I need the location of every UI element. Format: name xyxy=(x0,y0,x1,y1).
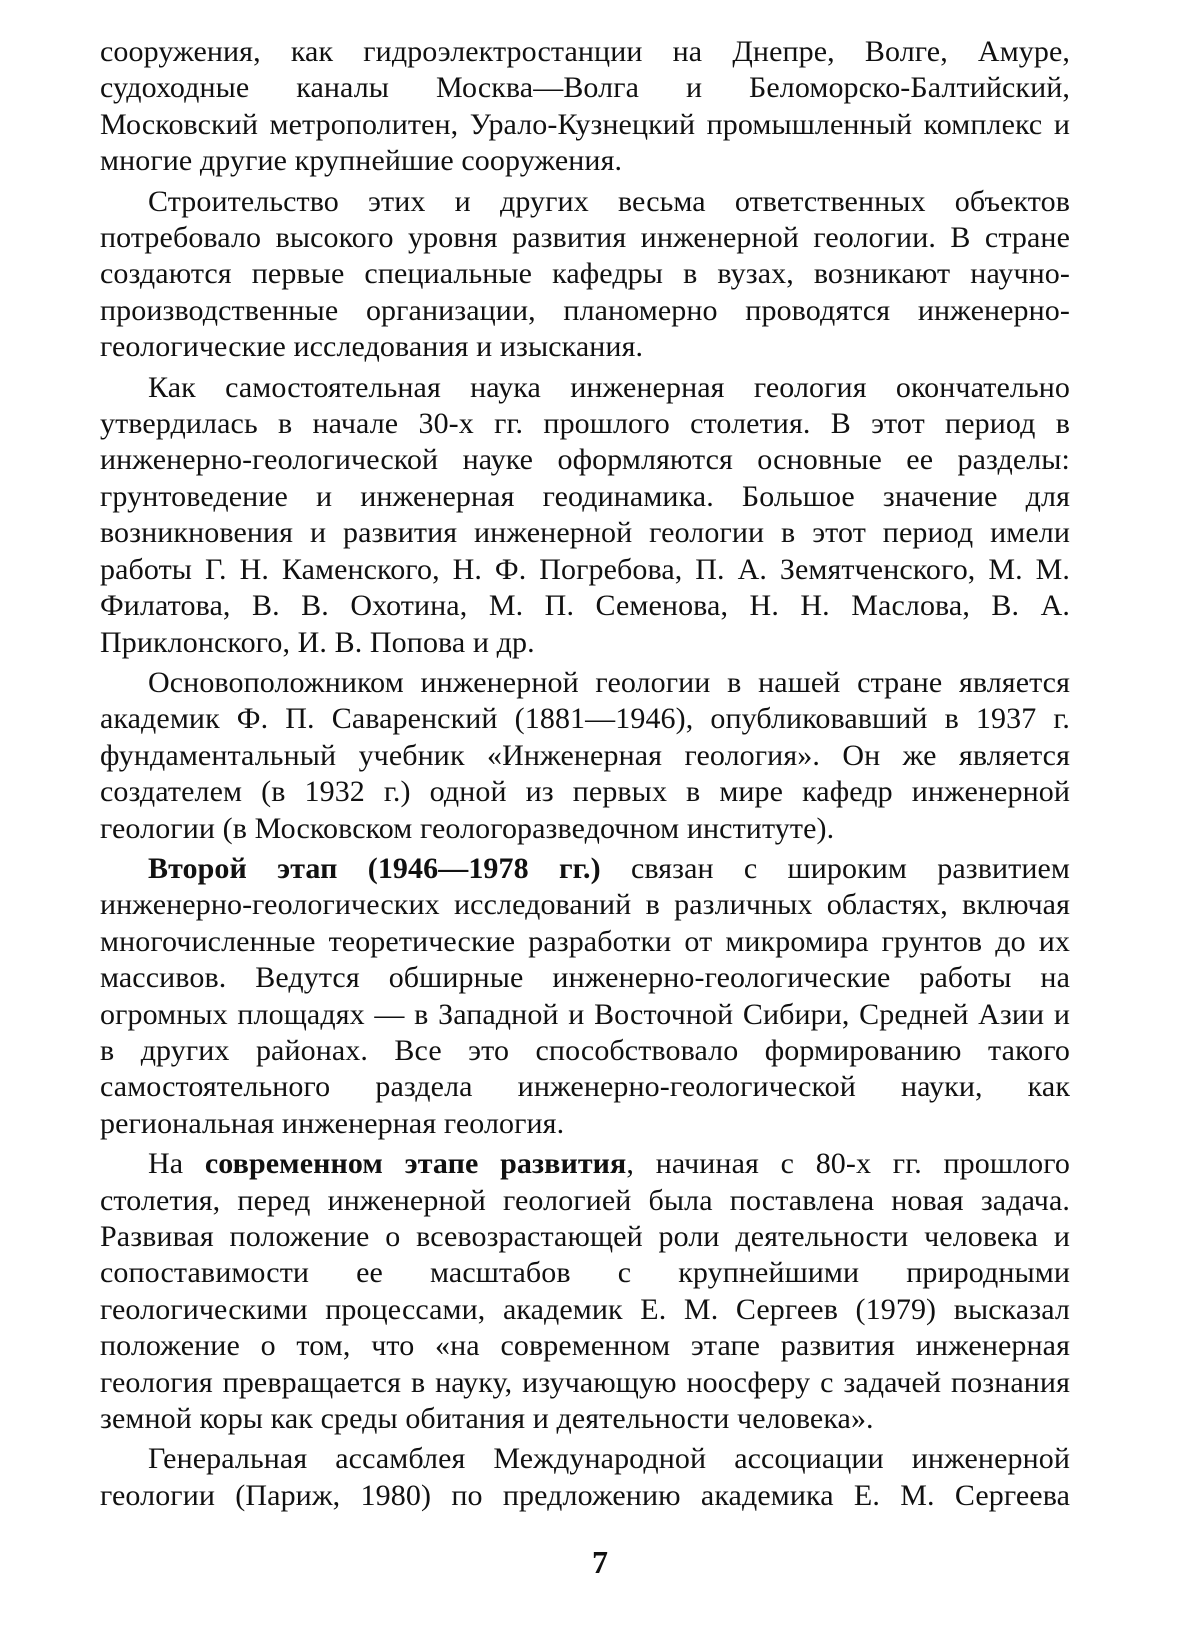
paragraph-construction xyxy=(100,184,1070,366)
paragraph-text: связан с широким развитием инженерно-геологических исследований в различных областях, включая многочисленные теоретические разработки от микромира грунтов до их массивов. Ведутся обширные инженерно-геологические работы на огромных площадях — в Западной и Восточной Сибири, Средней Азии и в других районах. Все это способствовало формированию такого самостоятельного раздела инженерно-геологической науки, как региональная инженерная геология. xyxy=(100,851,1070,1140)
paragraph-general-assembly xyxy=(100,1441,1070,1514)
paragraph-text: Строительство этих и других весьма ответственных объектов потребовало высокого уровня развития инженерной геологии. В стране создаются первые специальные кафедры в вузах, возникают научно-производственные организации, планомерно проводятся инженерно-геологические исследования и изыскания. xyxy=(100,184,1070,364)
paragraph-independent-science xyxy=(100,370,1070,661)
paragraph-text: Как самостоятельная наука инженерная геология окончательно утвердилась в начале 30-х гг. прошлого столетия. В этот период в инженерно-геологической науке оформляются основные ее разделы: грунтоведение и инженерная геодинамика. Большое значение для возникновения и развития инженерной геологии в этот период имели работы Г. Н. Каменского, Н. Ф. Погребова, П. А. Земятченского, М. М. Филатова, В. В. Охотина, М. П. Семенова, Н. Н. Маслова, В. А. Приклонского, И. В. Попова и др. xyxy=(100,370,1070,659)
paragraph-text: На xyxy=(148,1147,205,1181)
paragraph-heading-bold: Второй этап (1946—1978 гг.) xyxy=(148,851,601,885)
paragraph-text: , начиная с 80-х гг. прошлого столетия, перед инженерной геологией была поставлена новая задача. Развивая положение о всевозрастающей роли деятельности человека и сопоставимости ее масштабов с крупнейшими природными геологическими процессами, академик Е. М. Сергеев (1979) высказал положение о том, что «на современном этапе развития инженерная геология превращается в науку, изучающую ноосферу с задачей познания земной коры как среды обитания и деятельности человека». xyxy=(100,1147,1070,1436)
paragraph-heading-bold: современном этапе развития xyxy=(204,1147,627,1181)
paragraph-continuation xyxy=(100,34,1070,180)
page-number: 7 xyxy=(592,1544,608,1580)
paragraph-modern-stage xyxy=(100,1146,1070,1437)
paragraph-second-stage xyxy=(100,851,1070,1142)
paragraph-text: Основоположником инженерной геологии в нашей стране является академик Ф. П. Саваренский (1881—1946), опубликовавший в 1937 г. фундаментальный учебник «Инженерная геология». Он же является создателем (в 1932 г.) одной из первых в мире кафедр инженерной геологии (в Московском геологоразведочном институте). xyxy=(100,665,1070,845)
paragraph-text: сооружения, как гидроэлектростанции на Днепре, Волге, Амуре, судоходные каналы Москва—Волга и Беломорско-Балтийский, Московский метрополитен, Урало-Кузнецкий промышленный комплекс и многие другие крупнейшие сооружения. xyxy=(100,35,1070,178)
body-text xyxy=(100,34,1070,1518)
paragraph-text: Генеральная ассамблея Международной ассоциации инженерной геологии (Париж, 1980) по предложению академика Е. М. Сергеева xyxy=(100,1442,1070,1512)
paragraph-founder xyxy=(100,665,1070,847)
